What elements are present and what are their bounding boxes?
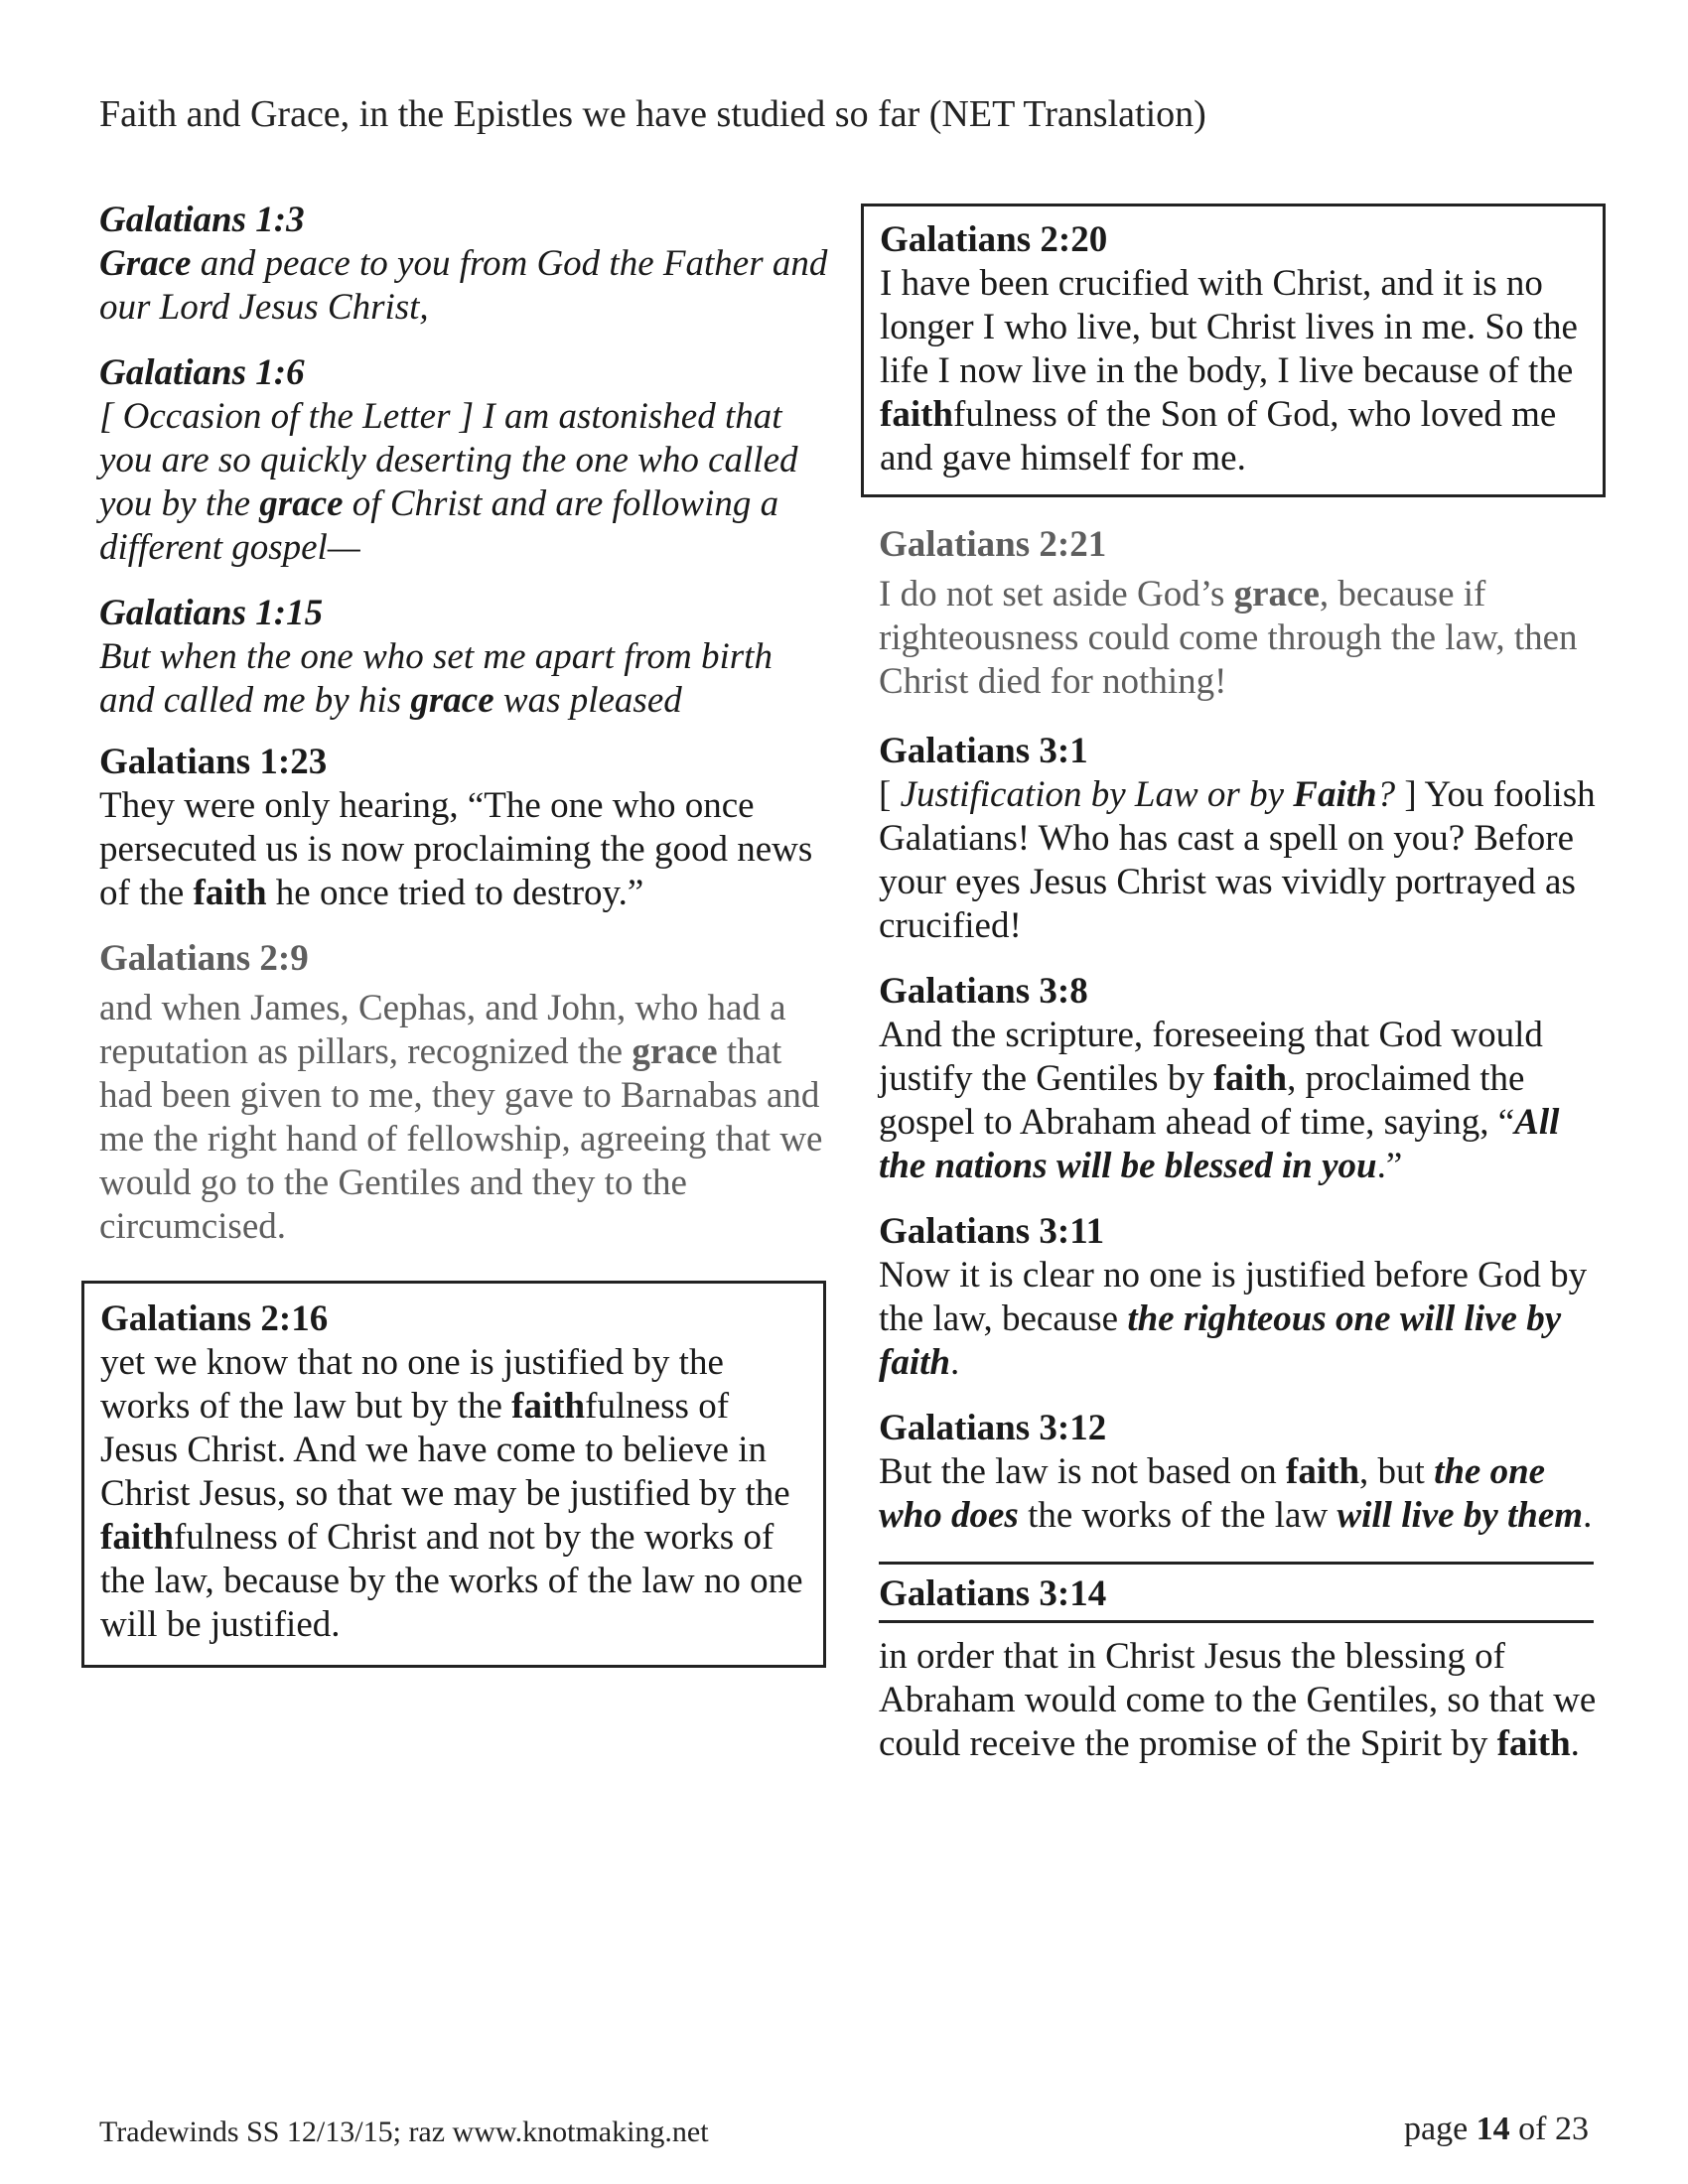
verse-text-span: , proclaimed the gospel to Abraham ahead of time, saying, “ [879, 1058, 1525, 1143]
verse-ref: Galatians 3:8 [879, 971, 1088, 1012]
keyword-grace: grace [410, 680, 494, 721]
verse-text-span: But the law is not based on [879, 1451, 1287, 1492]
keyword-faith: Faith [1293, 774, 1377, 815]
section-heading: ? [1376, 774, 1405, 815]
quoted-scripture: All the nations will be blessed in you [879, 1102, 1560, 1186]
verse-text-span: fulness of Jesus Christ. And we have come to believe in Christ Jesus, so that we may be justified by the [100, 1386, 790, 1514]
section-heading: Justification by Law or by [900, 774, 1294, 815]
verse-text [99, 242, 829, 330]
verse-galatians-1-6 [99, 351, 829, 570]
verse-ref: Galatians 2:9 [99, 938, 309, 979]
verse-text [99, 784, 829, 915]
divider [879, 1620, 1594, 1623]
verse-text-span: the works of the law [1018, 1495, 1337, 1536]
verse-text-span: and when James, Cephas, and John, who had a reputation as pillars, recognized the [99, 988, 786, 1072]
verse-text-span: [ [879, 774, 901, 815]
keyword-grace: Grace [99, 243, 192, 284]
verse-text-span: . [949, 1342, 960, 1383]
verse-text-span: Now it is clear no one is justified before God by the law, because [879, 1255, 1588, 1339]
verse-text [879, 1450, 1609, 1538]
left-column [99, 199, 829, 1668]
verse-text-span: yet we know that no one is justified by the works of the law but by the [100, 1342, 724, 1427]
verse-ref: Galatians 2:16 [100, 1298, 329, 1339]
verse-ref: Galatians 2:21 [879, 524, 1107, 565]
verse-galatians-1-15 [99, 592, 829, 723]
verse-text [879, 1254, 1609, 1385]
verse-ref: Galatians 1:23 [99, 742, 328, 782]
footer-source: Tradewinds SS 12/13/15; raz www.knotmaking.net [99, 2116, 709, 2148]
verse-text-span: was pleased [493, 680, 682, 721]
verse-text [880, 262, 1587, 480]
keyword-faith: faith [880, 394, 953, 435]
verse-galatians-2-16 [81, 1281, 826, 1668]
quoted-scripture: will live by them [1336, 1495, 1584, 1536]
verse-galatians-2-20 [861, 204, 1606, 497]
verse-galatians-1-23 [99, 741, 829, 915]
verse-galatians-3-14 [879, 1562, 1609, 1766]
verse-galatians-2-21 [879, 523, 1609, 704]
verse-galatians-3-11 [879, 1210, 1609, 1385]
keyword-faith: faith [1496, 1723, 1571, 1764]
verse-text [99, 987, 829, 1249]
keyword-faith: faith [1213, 1058, 1288, 1099]
verse-text-span: ] You foolish Galatians! Who has cast a spell on you? Before your eyes Jesus Christ was vividly portrayed as crucified! [879, 774, 1596, 946]
keyword-grace: grace [259, 483, 344, 524]
verse-text [879, 773, 1609, 948]
verse-galatians-1-3 [99, 199, 829, 330]
verse-ref: Galatians 2:20 [880, 219, 1108, 260]
verse-ref: Galatians 3:11 [879, 1211, 1105, 1252]
verse-text-span: , because if righteousness could come through the law, then Christ died for nothing! [879, 574, 1578, 702]
verse-text-span: . [1570, 1723, 1580, 1764]
verse-text [879, 1014, 1609, 1188]
keyword-faith: faith [511, 1386, 586, 1427]
quoted-scripture: the righteous one will live by faith [879, 1298, 1562, 1383]
verse-text-span: fulness of the Son of God, who loved me and gave himself for me. [880, 394, 1557, 478]
keyword-grace: grace [1233, 574, 1320, 614]
verse-text-span: They were only hearing, “The one who once persecuted us is now proclaiming the good news of the [99, 785, 813, 913]
verse-text [100, 1341, 807, 1647]
verse-text-span: I have been crucified with Christ, and it is no longer I who live, but Christ lives in me. So the life I now live in the body, I live because of the [880, 263, 1578, 391]
right-column [879, 204, 1609, 1766]
verse-text-span: fulness of Christ and not by the works of the law, because by the works of the law no one will be justified. [100, 1517, 803, 1645]
quoted-scripture: the one who does [879, 1451, 1546, 1536]
verse-text [879, 1635, 1609, 1766]
verse-text-span: I do not set aside God’s [879, 574, 1234, 614]
keyword-faith: faith [193, 873, 267, 913]
verse-text-span: and peace to you from God the Father and our Lord Jesus Christ, [99, 243, 828, 328]
verse-ref: Galatians 3:12 [879, 1408, 1107, 1448]
verse-text [99, 635, 829, 723]
page-current: 14 [1476, 2111, 1510, 2147]
verse-ref: Galatians 1:3 [99, 200, 305, 240]
verse-text-span: .” [1376, 1146, 1403, 1186]
verse-text [879, 573, 1609, 704]
keyword-faith: faith [100, 1517, 174, 1558]
verse-text-span: [ Occasion of the Letter ] I am astonished that you are so quickly deserting the one who called you by the [99, 396, 798, 524]
verse-galatians-3-8 [879, 970, 1609, 1188]
verse-text-span: And the scripture, foreseeing that God would justify the Gentiles by [879, 1015, 1543, 1099]
keyword-faith: faith [1286, 1451, 1360, 1492]
verse-ref: Galatians 3:14 [879, 1573, 1107, 1614]
verse-ref: Galatians 1:6 [99, 352, 305, 393]
verse-text-span: he once tried to destroy.” [266, 873, 644, 913]
keyword-grace: grace [632, 1031, 718, 1072]
verse-galatians-2-9 [99, 937, 829, 1249]
page-title: Faith and Grace, in the Epistles we have studied so far (NET Translation) [99, 93, 1206, 135]
verse-text-span: . [1583, 1495, 1593, 1536]
page-prefix: page [1403, 2111, 1477, 2147]
verse-ref: Galatians 1:15 [99, 593, 324, 633]
verse-text-span: But when the one who set me apart from birth and called me by his [99, 636, 773, 721]
verse-text-span: in order that in Christ Jesus the blessing of Abraham would come to the Gentiles, so that we could receive the promise of the Spirit by [879, 1636, 1597, 1764]
verse-ref: Galatians 3:1 [879, 731, 1088, 771]
verse-text-span: , but [1359, 1451, 1435, 1492]
page-total: of 23 [1509, 2111, 1589, 2147]
page-number [1404, 2110, 1589, 2149]
verse-text [99, 395, 829, 570]
verse-text-span: that had been given to me, they gave to Barnabas and me the right hand of fellowship, agreeing that we would go to the Gentiles and they to the circumcised. [99, 1031, 823, 1247]
verse-galatians-3-1 [879, 730, 1609, 948]
verse-text-span: of Christ and are following a different gospel— [99, 483, 779, 568]
verse-galatians-3-12 [879, 1407, 1609, 1538]
